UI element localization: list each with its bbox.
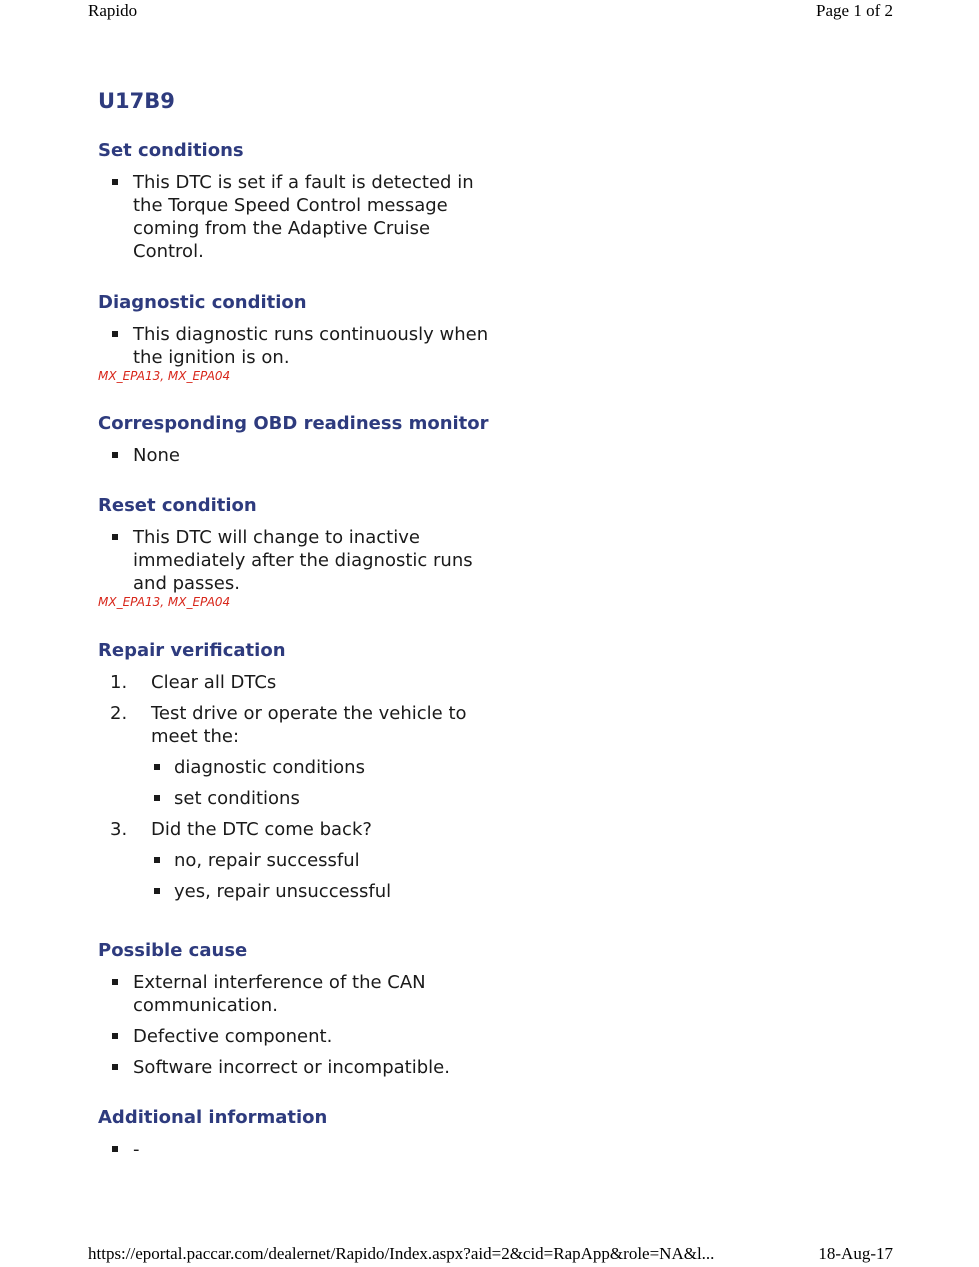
list-item: External interference of the CAN communication. xyxy=(98,971,493,1017)
print-header-title: Rapido xyxy=(88,1,138,20)
sublist-item: diagnostic conditions xyxy=(151,756,658,779)
list-item: None xyxy=(98,444,493,467)
set-conditions-section xyxy=(98,139,658,263)
obd-readiness-list xyxy=(98,444,658,467)
repair-verification-section xyxy=(98,639,658,903)
repair-steps-list xyxy=(98,671,658,903)
list-item: This DTC is set if a fault is detected in the Torque Speed Control message coming from the Adaptive Cruise Control. xyxy=(98,171,493,263)
possible-cause-heading: Possible cause xyxy=(98,940,248,961)
reset-condition-heading: Reset condition xyxy=(98,495,257,516)
step-text: Did the DTC come back? xyxy=(151,819,372,840)
obd-readiness-heading: Corresponding OBD readiness monitor xyxy=(98,413,489,434)
sublist-item: set conditions xyxy=(151,787,658,810)
reset-condition-section xyxy=(98,494,658,610)
possible-cause-list xyxy=(98,971,658,1079)
list-item: This diagnostic runs continuously when the ignition is on. xyxy=(98,323,493,369)
step-number: 1. xyxy=(110,672,128,693)
page-number: Page 1 of 2 xyxy=(816,1,893,20)
diagnostic-condition-section xyxy=(98,291,658,384)
repair-verification-heading: Repair verification xyxy=(98,640,286,661)
print-header xyxy=(88,1,893,21)
step-sublist xyxy=(151,756,658,810)
step-text: Test drive or operate the vehicle to meet the: xyxy=(151,703,467,747)
step-text: Clear all DTCs xyxy=(151,672,277,693)
step-sublist xyxy=(151,849,658,903)
list-item: Software incorrect or incompatible. xyxy=(98,1056,493,1079)
repair-step xyxy=(98,818,658,903)
step-number: 2. xyxy=(110,703,128,724)
model-reference: MX_EPA13, MX_EPA04 xyxy=(98,595,231,609)
obd-readiness-section xyxy=(98,412,658,467)
additional-information-section xyxy=(98,1106,658,1161)
page-url: https://eportal.paccar.com/dealernet/Rapido/Index.aspx?aid=2&cid=RapApp&role=NA&l... xyxy=(88,1244,715,1263)
repair-step xyxy=(98,702,658,810)
sublist-item: no, repair successful xyxy=(151,849,658,872)
step-number: 3. xyxy=(110,819,128,840)
set-conditions-list xyxy=(98,171,658,263)
sublist-item: yes, repair unsuccessful xyxy=(151,880,658,903)
reset-condition-list xyxy=(98,526,658,595)
additional-information-heading: Additional information xyxy=(98,1107,328,1128)
possible-cause-section xyxy=(98,939,658,1079)
dtc-code-title: U17B9 xyxy=(98,89,175,113)
model-reference: MX_EPA13, MX_EPA04 xyxy=(98,369,231,383)
set-conditions-heading: Set conditions xyxy=(98,140,244,161)
repair-step xyxy=(98,671,658,694)
list-item: Defective component. xyxy=(98,1025,493,1048)
diagnostic-condition-heading: Diagnostic condition xyxy=(98,292,307,313)
list-item: - xyxy=(98,1138,493,1161)
list-item: This DTC will change to inactive immediately after the diagnostic runs and passes. xyxy=(98,526,493,595)
print-date: 18-Aug-17 xyxy=(818,1244,893,1263)
print-footer xyxy=(88,1244,893,1264)
additional-information-list xyxy=(98,1138,658,1161)
diagnostic-condition-list xyxy=(98,323,658,369)
